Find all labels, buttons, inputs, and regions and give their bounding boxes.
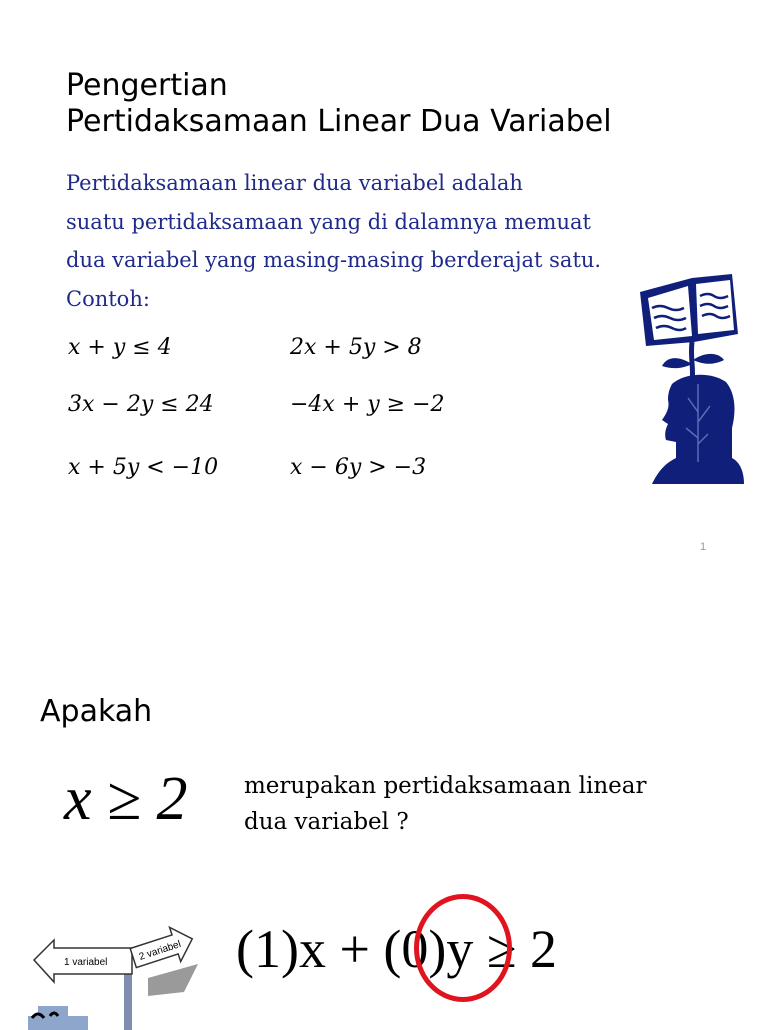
question-line-1: merupakan pertidaksamaan linear — [244, 773, 647, 799]
definition-text — [66, 164, 626, 318]
slide-2 — [0, 650, 768, 1024]
definition-line: dua variabel yang masing-masing berderajat satu. — [66, 248, 602, 272]
title-line-1: Pengertian — [66, 68, 228, 103]
sign-left-label: 1 variabel — [64, 957, 108, 968]
definition-line: Pertidaksamaan linear dua variabel adalah — [66, 171, 523, 195]
example-inequality: −4x + y ≥ −2 — [290, 392, 445, 417]
slide-title — [66, 68, 612, 140]
example-inequality: x − 6y > −3 — [290, 455, 427, 480]
example-label: Contoh: — [66, 286, 150, 311]
slide-heading: Apakah — [40, 694, 153, 729]
expanded-inequality: (1)x + (0)y ≥ 2 — [236, 919, 558, 979]
definition-line: suatu pertidaksamaan yang di dalamnya memuat — [66, 209, 591, 234]
example-inequality: 2x + 5y > 8 — [290, 335, 422, 360]
question-text — [244, 768, 646, 840]
example-inequality: x + 5y < −10 — [68, 455, 219, 480]
page-number: 1 — [700, 541, 707, 553]
single-variable-inequality: x ≥ 2 — [64, 765, 188, 833]
question-line-2: dua variabel ? — [244, 809, 409, 835]
title-line-2: Pertidaksamaan Linear Dua Variabel — [66, 104, 612, 139]
sign-right-label: 2 variabel — [137, 938, 183, 963]
book-head-logo-icon — [636, 272, 748, 490]
direction-sign-icon — [28, 920, 208, 1030]
example-inequality: x + y ≤ 4 — [68, 335, 172, 360]
example-inequality: 3x − 2y ≤ 24 — [68, 392, 214, 417]
highlight-circle — [414, 894, 512, 1002]
